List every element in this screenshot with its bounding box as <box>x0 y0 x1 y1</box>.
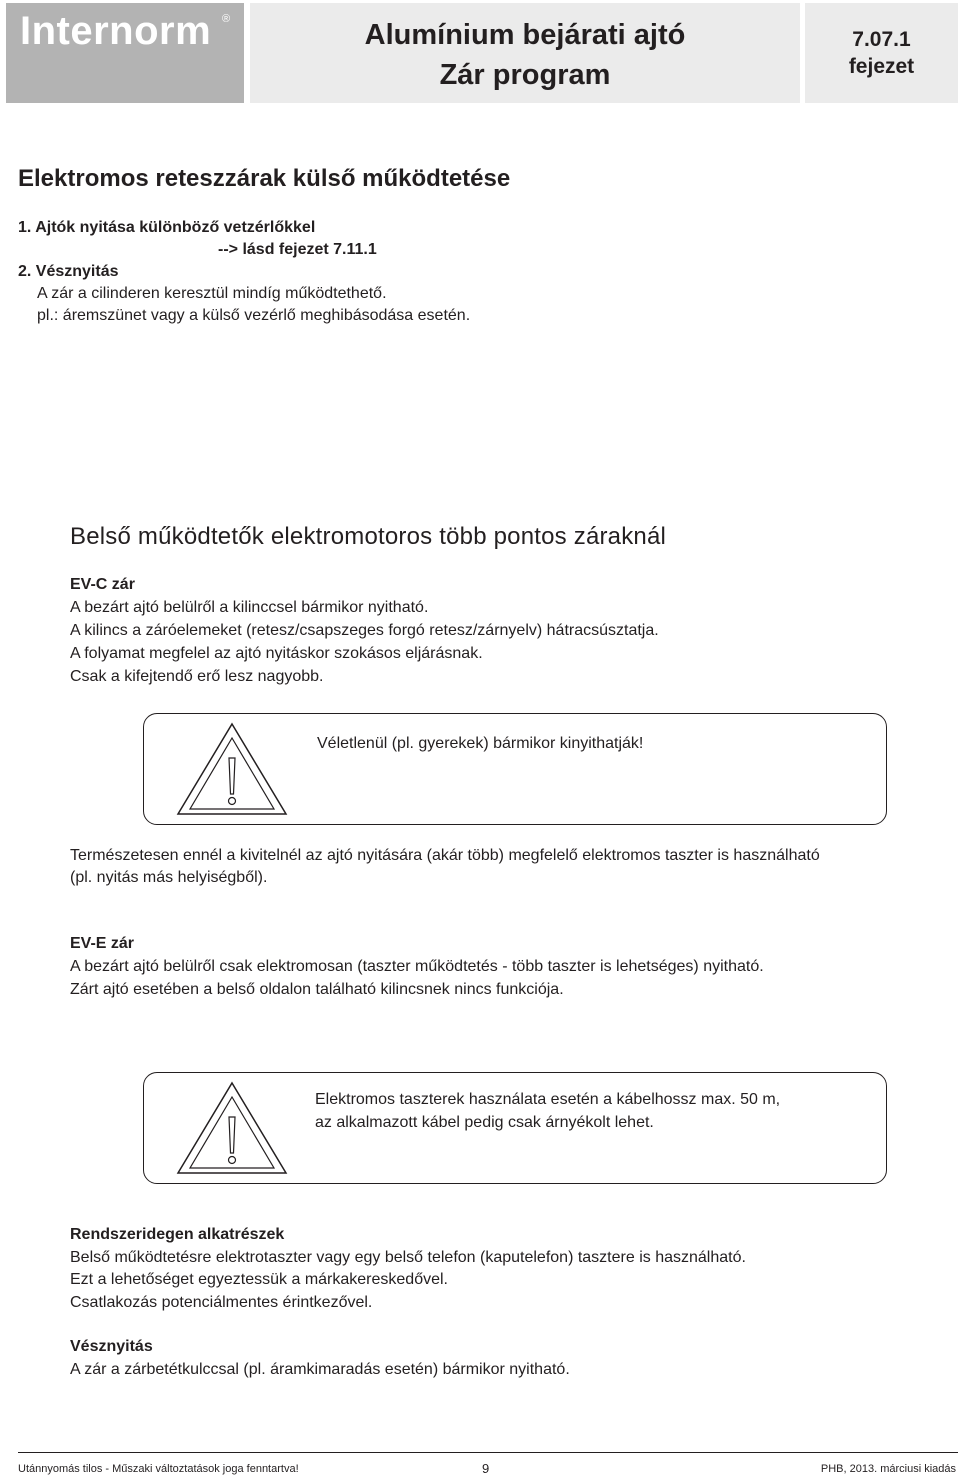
warning-triangle-icon <box>174 1077 290 1177</box>
eve-line: A bezárt ajtó belülről csak elektromosan (taszter működtetés - több taszter is lehetséges) nyitható. <box>70 958 764 975</box>
paragraph-line: Természetesen ennél a kivitelnél az ajtó nyitására (akár több) megfelelő elektromos taszter is használható <box>70 847 820 864</box>
parts-line: Csatlakozás potenciálmentes érintkezővel. <box>70 1294 373 1311</box>
warning-box <box>143 713 887 825</box>
parts-line: Ezt a lehetőséget egyeztessük a márkakereskedővel. <box>70 1271 448 1288</box>
footer-divider <box>18 1452 958 1453</box>
document-title <box>250 3 800 103</box>
paragraph-line: (pl. nyitás más helyiségből). <box>70 869 268 886</box>
footer-right: PHB, 2013. márciusi kiadás <box>820 1463 956 1475</box>
section1-item2: 2. Vésznyitás <box>18 263 119 280</box>
warning-box <box>143 1072 887 1184</box>
chapter-label: fejezet <box>848 55 915 78</box>
evc-title: EV-C zár <box>70 576 135 593</box>
section1-item2-line2: pl.: áremszünet vagy a külső vezérlő meghibásodása esetén. <box>37 307 471 324</box>
footer-left: Utánnyomás tilos - Műszaki változtatások joga fenntartva! <box>18 1463 299 1475</box>
parts-line: Belső működtetésre elektrotaszter vagy egy belső telefon (kaputelefon) tasztere is használható. <box>70 1249 746 1266</box>
chapter-box <box>805 3 958 103</box>
section1-item2-line1: A zár a cilinderen keresztül mindíg működtethető. <box>37 285 387 302</box>
evc-line: A kilincs a záróelemeket (retesz/csapszeges forgó retesz/zárnyelv) hátracsúsztatja. <box>70 622 659 639</box>
eve-title: EV-E zár <box>70 935 135 952</box>
page-number: 9 <box>482 1461 490 1476</box>
brand-logo <box>6 3 244 103</box>
evc-line: A folyamat megfelel az ajtó nyitáskor szokásos eljárásnak. <box>70 645 483 662</box>
section1-item1: 1. Ajtók nyitása különböző vetzérlőkkel <box>18 219 316 236</box>
title-line-2: Zár program <box>439 59 611 91</box>
section1-title: Elektromos reteszzárak külső működtetése <box>18 165 511 192</box>
warning-text-line: Elektromos taszterek használata esetén a kábelhossz max. 50 m, <box>315 1091 781 1108</box>
section1-item1-ref: --> lásd fejezet 7.11.1 <box>218 241 377 258</box>
eve-line: Zárt ajtó esetében a belső oldalon található kilincsnek nincs funkciója. <box>70 981 564 998</box>
warning-triangle-icon <box>174 718 290 818</box>
evc-line: Csak a kifejtendő erő lesz nagyobb. <box>70 668 324 685</box>
title-line-1: Alumínium bejárati ajtó <box>364 19 686 51</box>
emergency-line: A zár a zárbetétkulccsal (pl. áramkimaradás esetén) bármikor nyitható. <box>70 1361 570 1378</box>
section2-title: Belső működtetők elektromotoros több pontos záraknál <box>70 523 667 550</box>
evc-line: A bezárt ajtó belülről a kilinccsel bármikor nyitható. <box>70 599 429 616</box>
warning-text: Véletlenül (pl. gyerekek) bármikor kinyithatják! <box>317 735 644 752</box>
emergency-title: Vésznyitás <box>70 1338 153 1355</box>
logo-text: Internorm <box>20 9 212 53</box>
registered-mark: ® <box>222 13 231 25</box>
warning-text-line: az alkalmazott kábel pedig csak árnyékolt lehet. <box>315 1114 654 1131</box>
page-header <box>6 3 958 103</box>
parts-title: Rendszeridegen alkatrészek <box>70 1226 285 1243</box>
chapter-number: 7.07.1 <box>852 28 911 51</box>
